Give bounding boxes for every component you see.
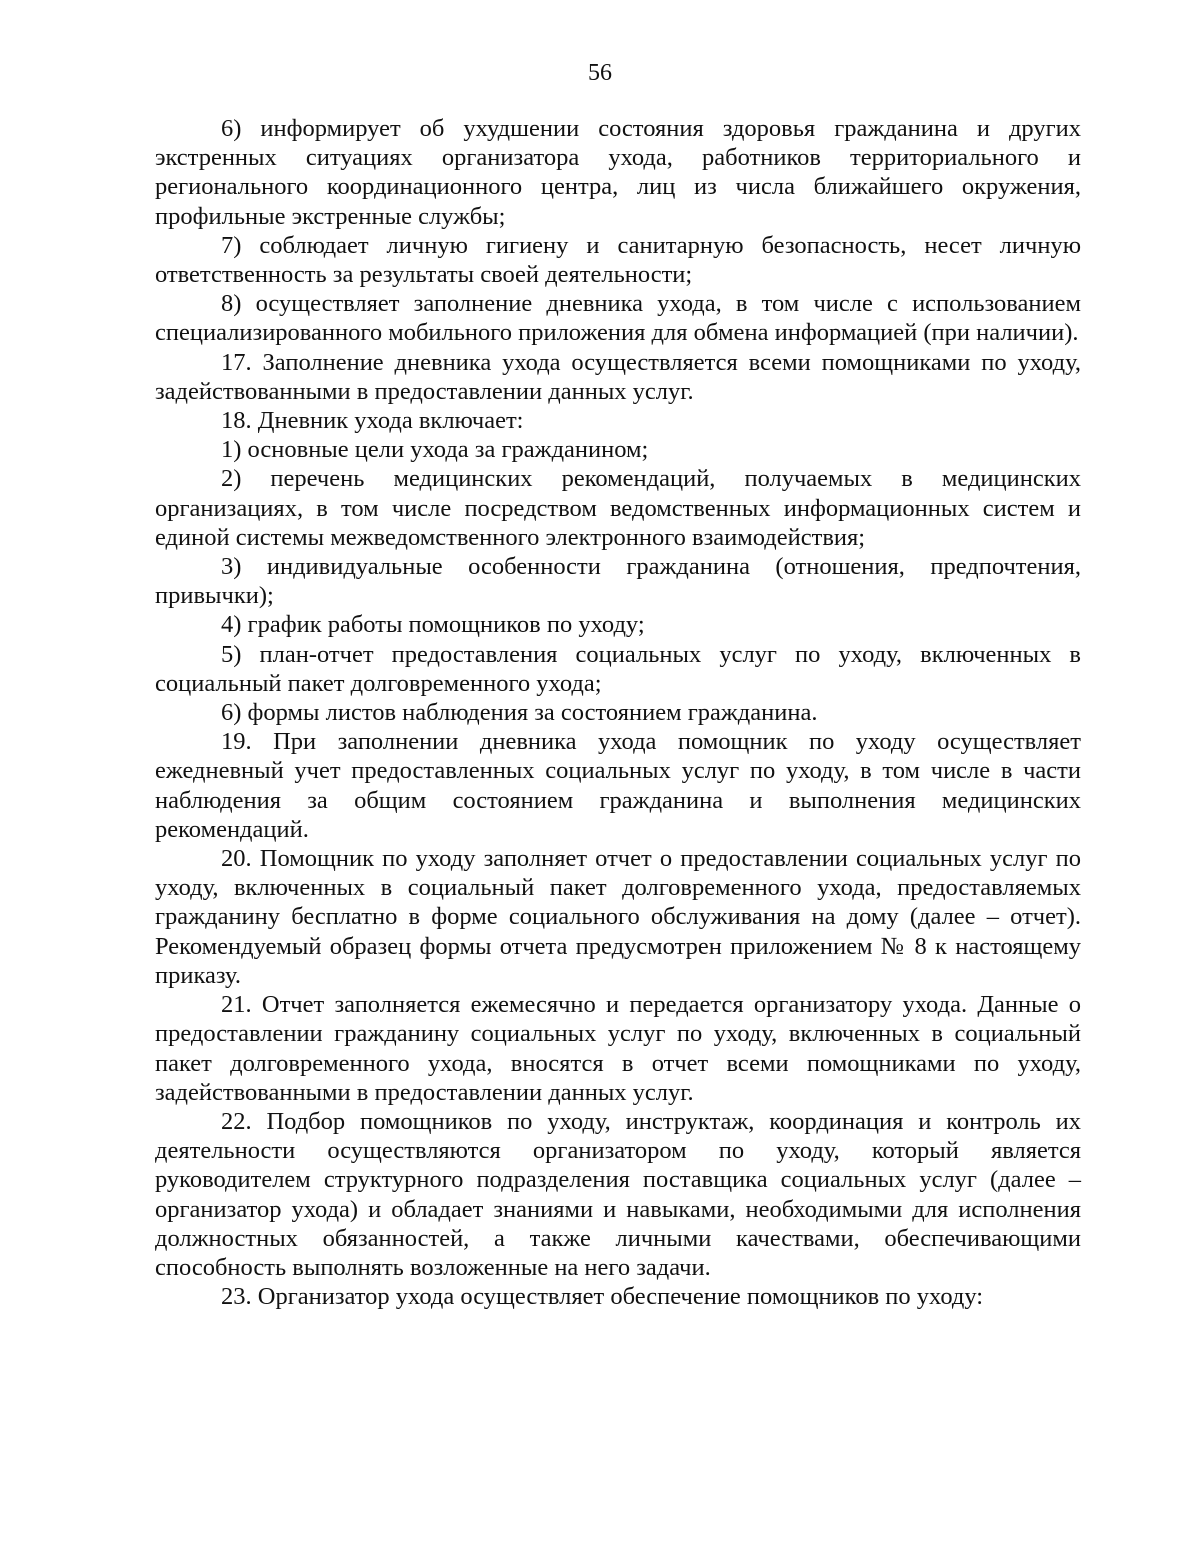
paragraph-22: 22. Подбор помощников по уходу, инструктаж, координация и контроль их деятельности осуществляются организатором по уходу, который является руководителем структурного подразделения поставщика социальных услуг (далее – организатор ухода) и обладает знаниями и навыками, необходимыми для исполнения должностных обязанностей, а также личными качествами, обеспечивающими способность выполнять возложенные на него задачи. <box>155 1107 1081 1281</box>
paragraph-23: 23. Организатор ухода осуществляет обеспечение помощников по уходу: <box>221 1283 984 1311</box>
paragraph-18-item-2: 2) перечень медицинских рекомендаций, получаемых в медицинских организациях, в том числе посредством ведомственных информационных систем и единой системы межведомственного электронного взаимодействия; <box>155 465 1081 551</box>
paragraph-17: 17. Заполнение дневника ухода осуществляется всеми помощниками по уходу, задействованными в предоставлении данных услуг. <box>155 348 1081 405</box>
page-number: 56 <box>588 60 612 86</box>
paragraph-18-item-5: 5) план-отчет предоставления социальных услуг по уходу, включенных в социальный пакет долговременного ухода; <box>155 640 1081 697</box>
paragraph-18-item-4: 4) график работы помощников по уходу; <box>221 611 645 639</box>
paragraph-item-7-hygiene: 7) соблюдает личную гигиену и санитарную безопасность, несет личную ответственность за результаты своей деятельности; <box>155 231 1081 289</box>
paragraph-19: 19. При заполнении дневника ухода помощник по уходу осуществляет ежедневный учет предоставленных социальных услуг по уходу, в том числе в части наблюдения за общим состоянием гражданина и выполнения медицинских рекомендаций. <box>155 728 1081 843</box>
paragraph-item-6-inform: 6) информирует об ухудшении состояния здоровья гражданина и других экстренных ситуациях организатора ухода, работников территориального и регионального координационного центра, лиц из числа ближайшего окружения, профильные экстренные службы; <box>155 115 1081 230</box>
paragraph-21: 21. Отчет заполняется ежемесячно и передается организатору ухода. Данные о предоставлении гражданину социальных услуг по уходу, включенных в социальный пакет долговременного ухода, вносятся в отчет всеми помощниками по уходу, задействованными в предоставлении данных услуг. <box>155 991 1081 1106</box>
paragraph-20: 20. Помощник по уходу заполняет отчет о предоставлении социальных услуг по уходу, включенных в социальный пакет долговременного ухода, предоставляемых гражданину бесплатно в форме социального обслуживания на дому (далее – отчет). Рекомендуемый образец формы отчета предусмотрен приложением № 8 к настоящему приказу. <box>155 845 1081 989</box>
paragraph-18-item-3: 3) индивидуальные особенности гражданина (отношения, предпочтения, привычки); <box>155 553 1081 610</box>
paragraph-18-item-1: 1) основные цели ухода за гражданином; <box>221 436 649 464</box>
paragraph-18-item-6: 6) формы листов наблюдения за состоянием гражданина. <box>221 699 818 727</box>
paragraph-18: 18. Дневник ухода включает: <box>221 407 524 435</box>
document-body <box>155 114 1081 1311</box>
paragraph-item-8-diary: 8) осуществляет заполнение дневника ухода, в том числе с использованием специализированного мобильного приложения для обмена информацией (при наличии). <box>155 290 1081 347</box>
